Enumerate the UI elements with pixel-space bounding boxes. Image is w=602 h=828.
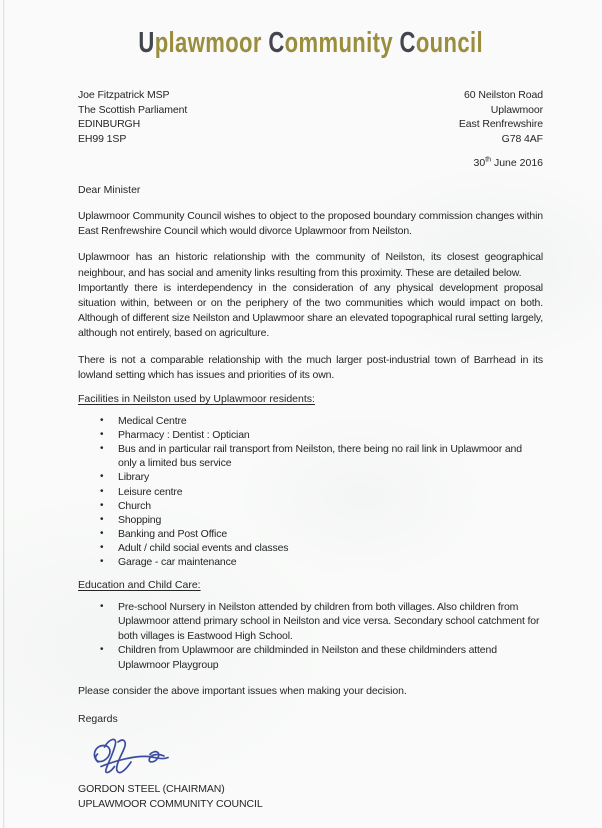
date-day: 30 <box>473 157 486 169</box>
list-item <box>100 555 543 569</box>
sender-line: Uplawmoor <box>490 103 543 116</box>
bullet-icon: • <box>100 601 104 613</box>
list-item <box>100 527 543 541</box>
list-item-text: Leisure centre <box>118 485 183 498</box>
title-word-initial: U <box>138 27 155 59</box>
section-heading: Facilities in Neilston used by Uplawmoor residents: <box>78 393 315 406</box>
list-item <box>100 442 543 470</box>
recipient-line: EH99 1SP <box>78 132 127 145</box>
bullet-icon: • <box>100 499 104 511</box>
title-word-rest: ommunity <box>284 27 393 59</box>
list-item <box>100 470 543 484</box>
signatory-name: GORDON STEEL (CHAIRMAN) <box>78 782 225 795</box>
salutation: Dear Minister <box>78 184 141 196</box>
date-ordinal: th <box>485 156 492 164</box>
list-item-text: Library <box>118 471 150 484</box>
body-paragraph: There is not a comparable relationship with the much larger post-industrial town of Barrhead in its lowland setting which has issues and priorities of its own. <box>78 353 543 381</box>
title-word-rest: plawmoor <box>154 27 262 59</box>
bullet-icon: • <box>100 443 104 455</box>
list-item <box>100 541 543 555</box>
valediction: Regards <box>78 713 118 726</box>
bullet-icon: • <box>100 541 104 553</box>
list-item-text: Children from Uplawmoor are childminded in Neilston and these childminders attend Uplawmoor Playgroup <box>118 644 497 671</box>
sender-line: 60 Neilston Road <box>464 89 543 101</box>
body-paragraph: Importantly there is interdependency in the consideration of any physical development proposal situation within, between or on the periphery of the two communities which would impact on both. Although of different size Neilston and Uplawmoor share an elevated topographical rural setting largely, although not entirely, based on agriculture. <box>78 281 543 340</box>
bullet-icon: • <box>100 513 104 525</box>
facilities-list <box>78 414 543 569</box>
title-word-initial: C <box>268 27 285 59</box>
bullet-icon: • <box>100 415 104 427</box>
letterhead <box>78 27 543 59</box>
list-item <box>100 485 543 499</box>
recipient-line: The Scottish Parliament <box>78 103 188 116</box>
education-list <box>78 600 543 672</box>
date-month-year: June 2016 <box>491 157 543 169</box>
address-row <box>78 88 543 146</box>
signature-scribble <box>84 735 176 781</box>
recipient-line: Joe Fitzpatrick MSP <box>78 89 170 101</box>
signature-block <box>78 735 543 812</box>
bullet-icon: • <box>100 644 104 656</box>
recipient-line: EDINBURGH <box>78 118 141 130</box>
section-facilities <box>78 392 543 569</box>
list-item-text: Adult / child social events and classes <box>118 541 289 554</box>
list-item-text: Garage - car maintenance <box>118 555 237 568</box>
sender-line: G78 4AF <box>501 132 543 145</box>
recipient-address <box>78 88 187 146</box>
list-item <box>100 499 543 513</box>
list-item <box>100 428 543 442</box>
list-item-text: Pre-school Nursery in Neilston attended by children from both villages. Also children from Uplawmoor attend primary school in Neilston and vice versa. Secondary school catchment for both villages is Eastwood High School. <box>118 601 540 642</box>
list-item <box>100 643 543 672</box>
sender-address <box>459 88 543 146</box>
list-item-text: Medical Centre <box>118 415 187 428</box>
page-title <box>138 27 483 59</box>
list-item-text: Church <box>118 499 151 512</box>
letter-date <box>78 156 543 171</box>
list-item <box>100 513 543 527</box>
section-education <box>78 578 543 672</box>
section-heading: Education and Child Care: <box>78 579 201 592</box>
sender-line: East Renfrewshire <box>458 118 543 130</box>
bullet-icon: • <box>100 527 104 539</box>
title-word-rest: ouncil <box>415 27 483 59</box>
bullet-icon: • <box>100 485 104 497</box>
bullet-icon: • <box>100 471 104 483</box>
list-item-text: Banking and Post Office <box>118 527 228 540</box>
body-paragraph: Uplawmoor Community Council wishes to object to the proposed boundary commission changes within East Renfrewshire Council which would divorce Uplawmoor from Neilston. <box>78 210 543 238</box>
closing-request: Please consider the above important issues when making your decision. <box>78 685 407 698</box>
bullet-icon: • <box>100 555 104 567</box>
list-item <box>100 600 543 643</box>
list-item-text: Shopping <box>118 513 162 526</box>
signatory-organisation: UPLAWMOOR COMMUNITY COUNCIL <box>78 797 263 810</box>
title-word-initial: C <box>399 27 416 59</box>
bullet-icon: • <box>100 429 104 441</box>
list-item-text: Pharmacy : Dentist : Optician <box>118 429 250 442</box>
list-item <box>100 414 543 428</box>
body-paragraph: Uplawmoor has an historic relationship with the community of Neilston, its closest geographical neighbour, and has social and amenity links resulting from this proximity. These are detailed below. <box>78 251 543 279</box>
list-item-text: Bus and in particular rail transport from Neilston, there being no rail link in Uplawmoor and only a limited bus service <box>118 443 522 470</box>
